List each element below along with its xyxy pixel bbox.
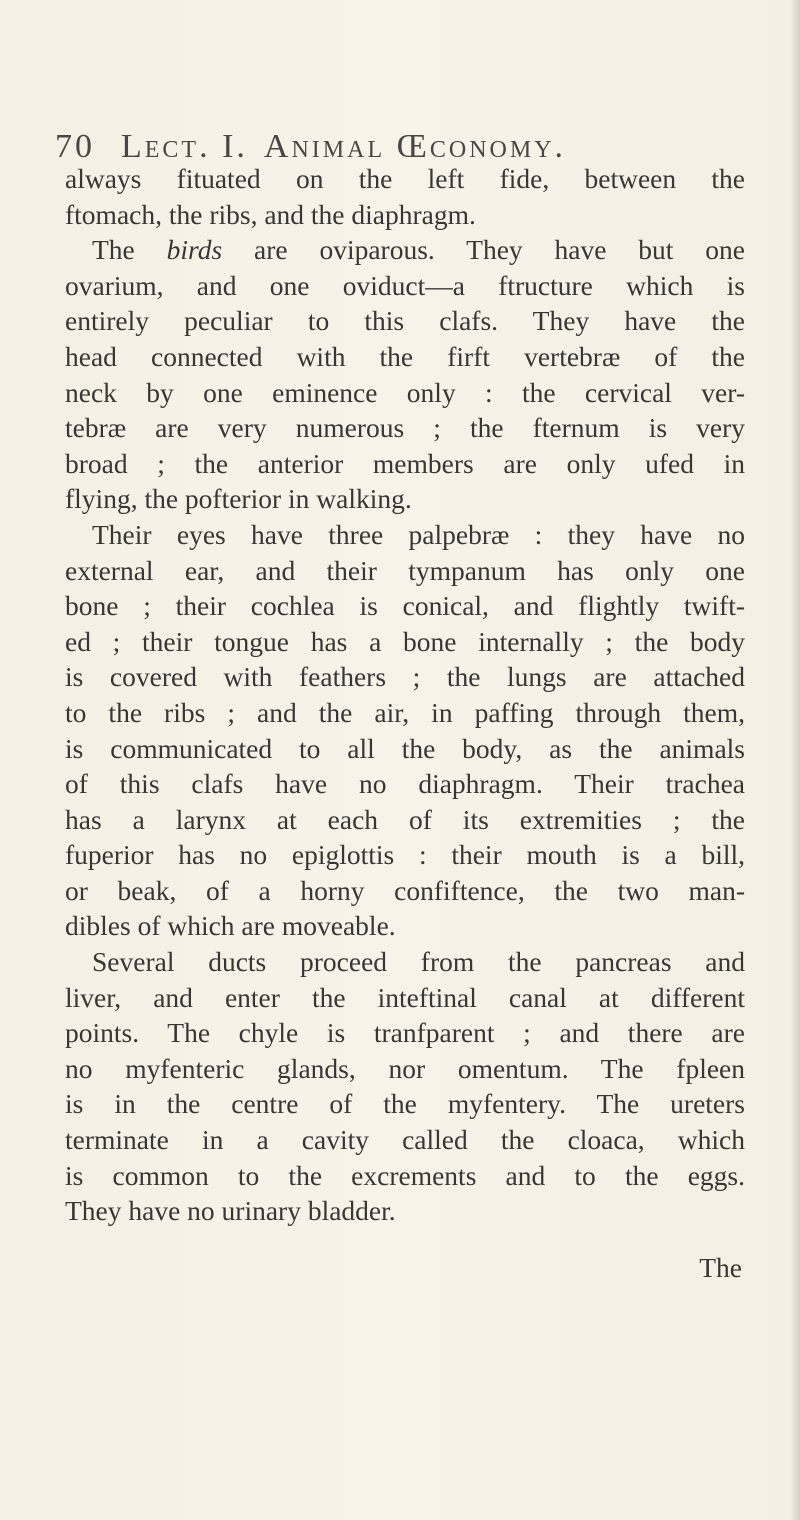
- text-line: is communicated to all the body, as the animals: [65, 732, 745, 764]
- text-line: no myfenteric glands, nor omentum. The fpleen: [65, 1052, 745, 1084]
- text-line: broad ; the anterior members are only ufed in: [65, 447, 745, 479]
- text-line: of this clafs have no diaphragm. Their trachea: [65, 768, 745, 800]
- text-line: is covered with feathers ; the lungs are attached: [65, 661, 745, 693]
- text-line: is common to the excrements and to the eggs.: [65, 1159, 745, 1191]
- text-line: is in the centre of the myfentery. The ureters: [65, 1088, 745, 1120]
- text-line: neck by one eminence only : the cervical ver-: [65, 376, 745, 408]
- text-line: head connected with the firft vertebræ of the: [65, 340, 745, 372]
- text-line: flying, the pofterior in walking.: [65, 483, 412, 515]
- text-line-with-italic: The birds are oviparous. They have but one: [92, 234, 745, 266]
- text-line: liver, and enter the inteftinal canal at different: [65, 981, 745, 1013]
- text-line: has a larynx at each of its extremities ; the: [65, 803, 745, 835]
- catchword: The: [699, 1252, 742, 1283]
- text-line: ftomach, the ribs, and the diaphragm.: [65, 198, 476, 230]
- page-number: 70: [55, 128, 95, 165]
- page-edge-shadow: [790, 0, 800, 1520]
- text-line: fuperior has no epiglottis : their mouth is a bill,: [65, 839, 745, 871]
- text-line: They have no urinary bladder.: [65, 1195, 396, 1227]
- text-line: ed ; their tongue has a bone internally ; the body: [65, 625, 745, 657]
- text-line: entirely peculiar to this clafs. They have the: [65, 305, 745, 337]
- text-line: dibles of which are moveable.: [65, 910, 396, 942]
- text-line: bone ; their cochlea is conical, and flightly twift-: [65, 590, 745, 622]
- text-line: or beak, of a horny confiftence, the two man-: [65, 874, 745, 906]
- body-text: [65, 161, 745, 1229]
- text-line: to the ribs ; and the air, in paffing through them,: [65, 696, 745, 728]
- header-lecture: Lect. I.: [121, 128, 248, 165]
- text-line: ovarium, and one oviduct—a ftructure which is: [65, 269, 745, 301]
- text-line: terminate in a cavity called the cloaca, which: [65, 1124, 745, 1156]
- text-line: external ear, and their tympanum has only one: [65, 554, 745, 586]
- text-line: tebræ are very numerous ; the fternum is very: [65, 412, 745, 444]
- italic-term: birds: [166, 234, 223, 266]
- header-title: Animal Œconomy.: [263, 128, 567, 165]
- text-line: points. The chyle is tranfparent ; and there are: [65, 1017, 745, 1049]
- text-line: always fituated on the left fide, between the: [65, 163, 745, 194]
- text-line: Several ducts proceed from the pancreas and: [92, 946, 745, 978]
- text-line: Their eyes have three palpebræ : they have no: [92, 518, 745, 550]
